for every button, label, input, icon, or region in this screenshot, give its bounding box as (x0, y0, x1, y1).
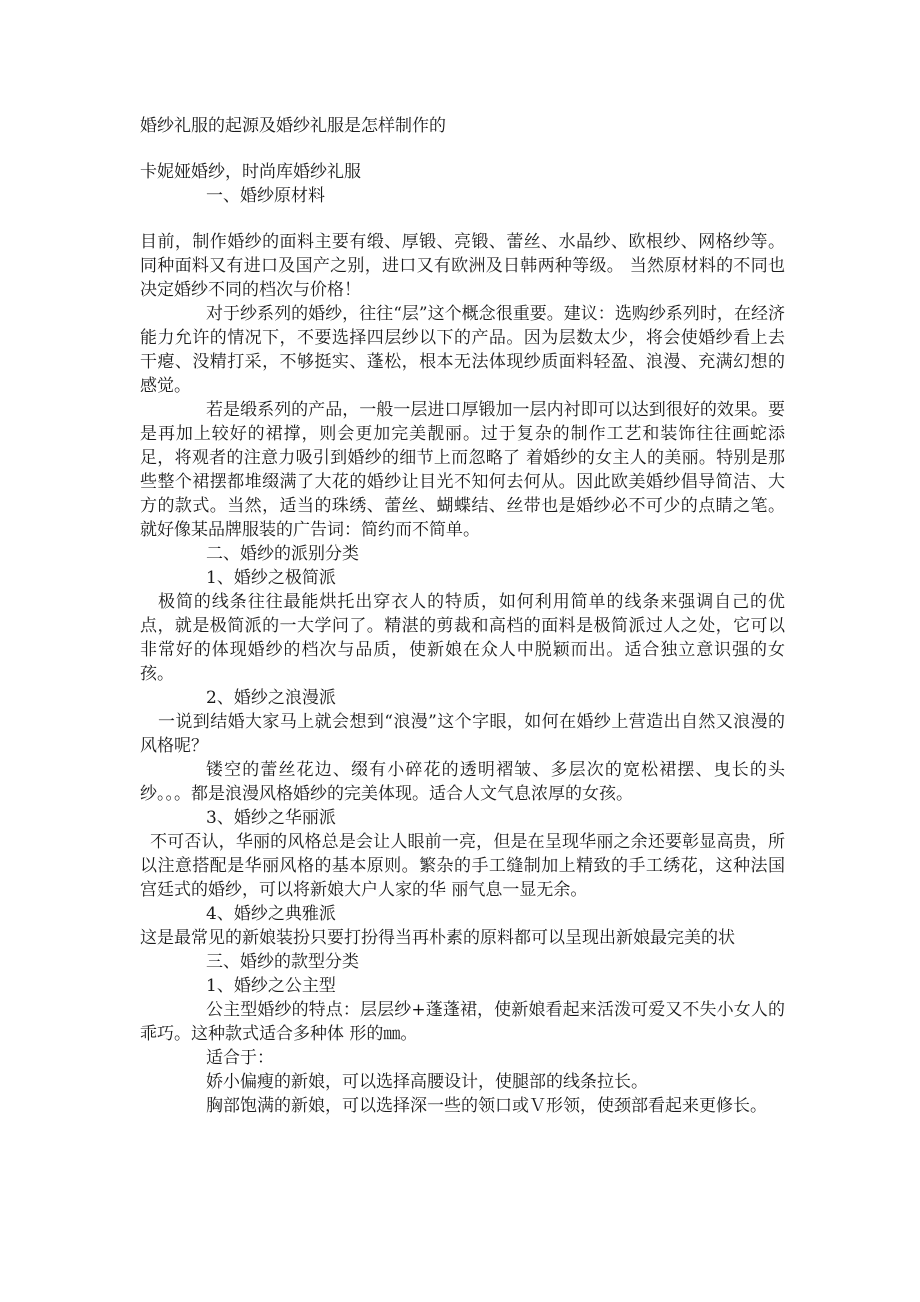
section-2-heading: 二、婚纱的派别分类 (206, 544, 359, 564)
paragraph-princess: 公主型婚纱的特点：层层纱+蓬蓬裙，使新娘看起来活泼可爱又不失小女人的乖巧。这种款式适合多种体 形的㎜。 (140, 1000, 785, 1044)
paragraph-satin-series: 若是缎系列的产品，一般一层进口厚锻加一层内衬即可以达到很好的效果。要是再加上较好的裙撑，则会更加完美靓丽。过于复杂的制作工艺和装饰往往画蛇添足，将观者的注意力吸引到婚纱的细节上而忽略了 着婚纱的女主人的美丽。特别是那些整个裙摆都堆缀满了大花的婚纱让目光不知何去何从。因此欧美婚纱倡导简洁、大方的款式。当然，适当的珠绣、蕾丝、蝴蝶结、丝带也是婚纱必不可少的点睛之笔。就好像某品牌服装的广告词：简约而不简单。 (140, 400, 785, 540)
subheading-elegant: 4、婚纱之典雅派 (206, 904, 336, 924)
paragraph-full-bust-bride: 胸部饱满的新娘，可以选择深一些的领口或Ｖ形领，使颈部看起来更修长。 (206, 1096, 767, 1116)
document-title: 婚纱礼服的起源及婚纱礼服是怎样制作的 (140, 116, 446, 136)
paragraph-gorgeous: 不可否认，华丽的风格总是会让人眼前一亮，但是在呈现华丽之余还要彰显高贵，所以注意搭配是华丽风格的基本原则。繁杂的手工缝制加上精致的手工绣花，这种法国宫廷式的婚纱，可以将新娘大户人家的华 丽气息一显无余。 (140, 832, 785, 900)
document-subtitle: 卡妮娅婚纱，时尚库婚纱礼服 (140, 162, 361, 182)
section-3-heading: 三、婚纱的款型分类 (206, 952, 359, 972)
subheading-minimalist: 1、婚纱之极简派 (206, 568, 336, 588)
paragraph-elegant: 这是最常见的新娘装扮只要打扮得当再朴素的原料都可以呈现出新娘最完美的状 (140, 928, 735, 948)
document-body (140, 108, 785, 1118)
paragraph-suitable-for: 适合于： (206, 1048, 274, 1068)
subheading-romantic: 2、婚纱之浪漫派 (206, 688, 336, 708)
paragraph-gauze-layers: 对于纱系列的婚纱，往往“层”这个概念很重要。建议：选购纱系列时，在经济能力允许的情况下，不要选择四层纱以下的产品。因为层数太少，将会使婚纱看上去干瘪、没精打采，不够挺实、蓬松，根本无法体现纱质面料轻盈、浪漫、充满幻想的感觉。 (140, 304, 785, 396)
subheading-princess: 1、婚纱之公主型 (206, 976, 336, 996)
section-1-heading: 一、婚纱原材料 (206, 186, 325, 206)
subheading-gorgeous: 3、婚纱之华丽派 (206, 808, 336, 828)
paragraph-petite-bride: 娇小偏瘦的新娘，可以选择高腰设计，使腿部的线条拉长。 (206, 1072, 648, 1092)
paragraph-romantic-detail: 镂空的蕾丝花边、缀有小碎花的透明褶皱、多层次的宽松裙摆、曳长的头纱。。。都是浪漫风格婚纱的完美体现。适合人文气息浓厚的女孩。 (140, 760, 785, 804)
paragraph-materials: 目前，制作婚纱的面料主要有缎、厚锻、亮锻、蕾丝、水晶纱、欧根纱、网格纱等。同种面料又有进口及国产之别，进口又有欧洲及日韩两种等级。 当然原材料的不同也决定婚纱不同的档次与价格！ (140, 232, 785, 300)
paragraph-minimalist: 极简的线条往往最能烘托出穿衣人的特质，如何利用简单的线条来强调自己的优点，就是极简派的一大学问了。精湛的剪裁和高档的面料是极简派过人之处，它可以非常好的体现婚纱的档次与品质，使新娘在众人中脱颖而出。适合独立意识强的女孩。 (140, 592, 785, 684)
paragraph-romantic-intro: 一说到结婚大家马上就会想到“浪漫”这个字眼，如何在婚纱上营造出自然又浪漫的风格呢？ (140, 712, 785, 756)
